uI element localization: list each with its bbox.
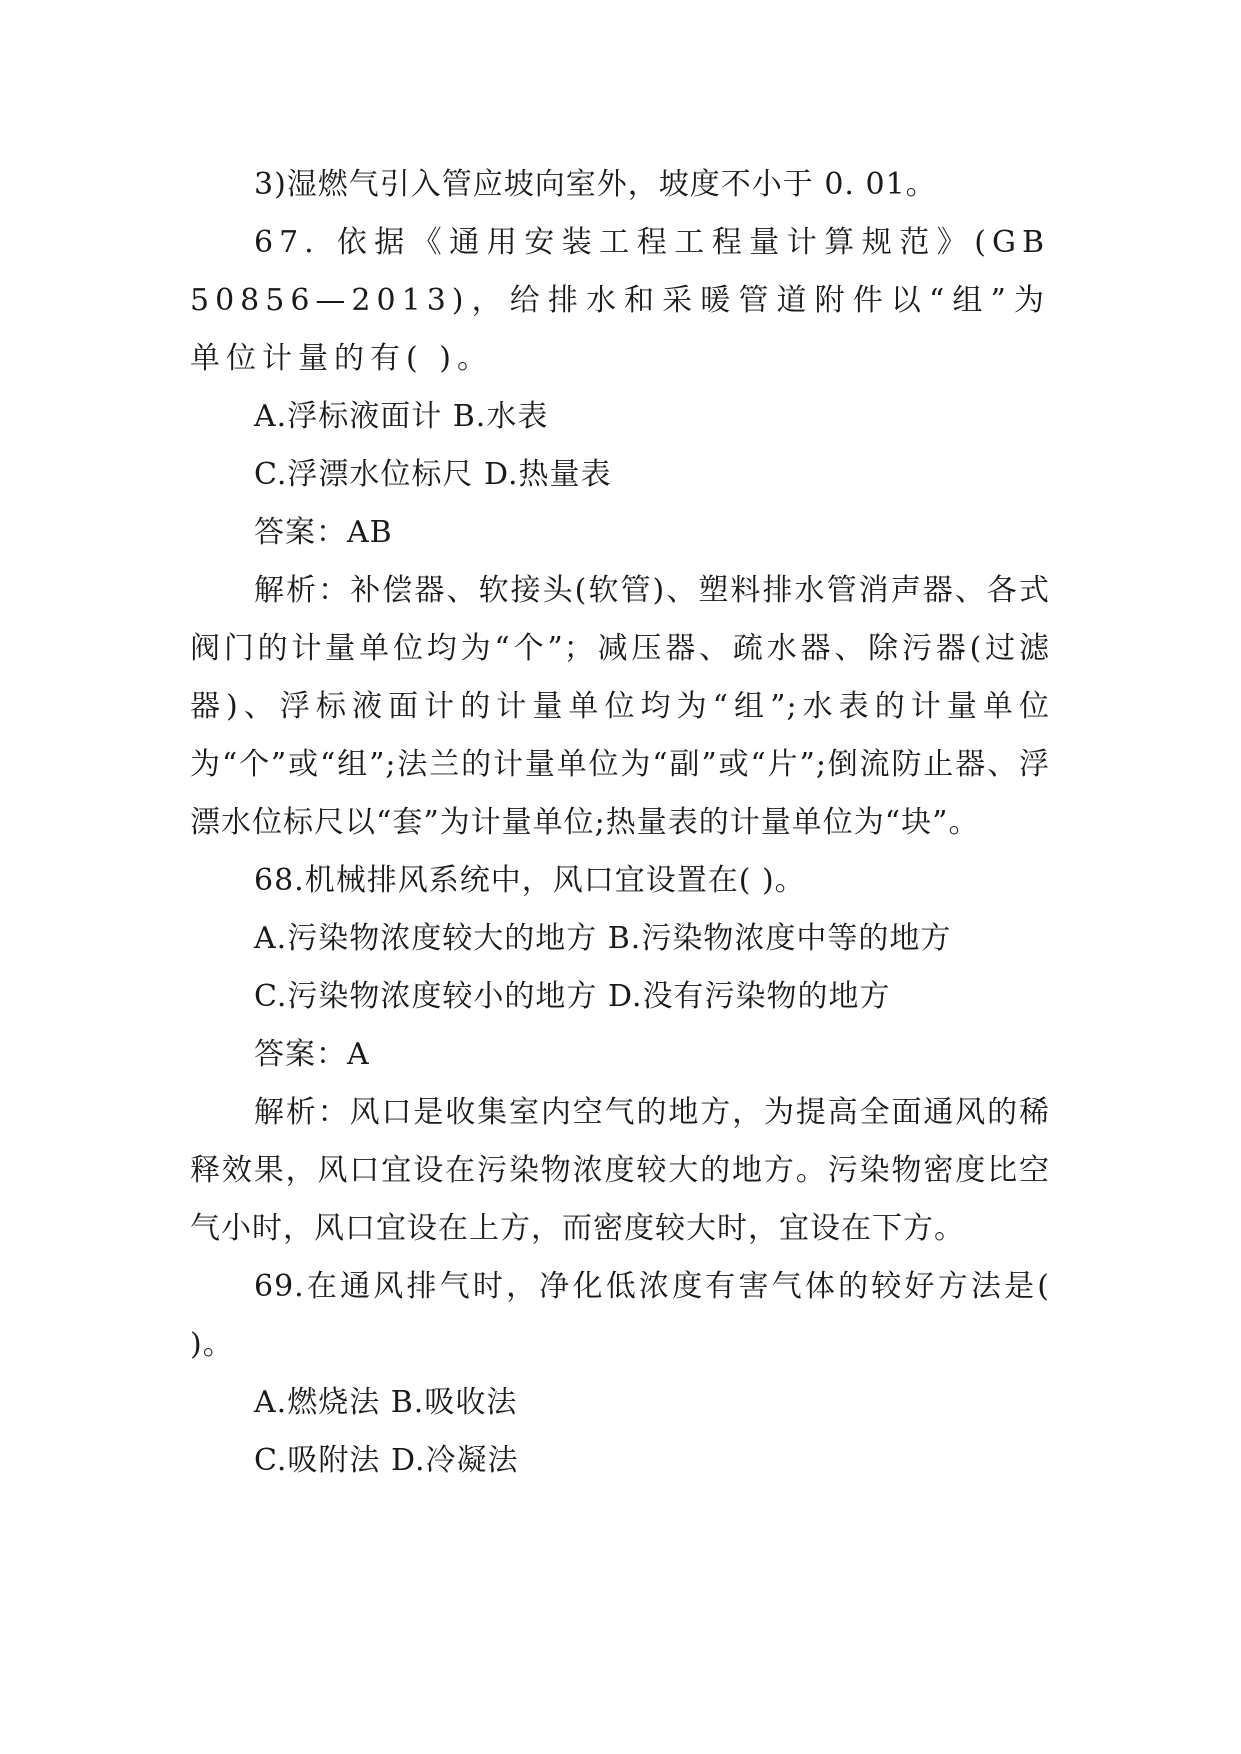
question-68-options-ab: A.污染物浓度较大的地方 B.污染物浓度中等的地方 <box>254 921 952 956</box>
question-67-options-ab: A.浮标液面计 B.水表 <box>254 399 549 434</box>
question-69-options-ab: A.燃烧法 B.吸收法 <box>254 1385 518 1420</box>
document-body <box>190 156 1050 1490</box>
question-69-options-cd: C.吸附法 D.冷凝法 <box>254 1443 519 1478</box>
question-67-answer: 答案：AB <box>254 515 393 550</box>
question-68-options-cd: C.污染物浓度较小的地方 D.没有污染物的地方 <box>254 979 891 1014</box>
question-68-answer: 答案：A <box>254 1037 370 1072</box>
paragraph-gas-slope: 3)湿燃气引入管应坡向室外，坡度不小于 0. 01。 <box>254 167 937 202</box>
question-68-explanation: 解析：风口是收集室内空气的地方，为提高全面通风的稀释效果，风口宜设在污染物浓度较大的地方。污染物密度比空气小时，风口宜设在上方，而密度较大时，宜设在下方。 <box>190 1095 1050 1246</box>
question-68: 68.机械排风系统中，风口宜设置在( )。 <box>254 863 806 898</box>
question-67-explanation: 解析：补偿器、软接头(软管)、塑料排水管消声器、各式阀门的计量单位均为“个”；减压器、疏水器、除污器(过滤器)、浮标液面计的计量单位均为“组”;水表的计量单位为“个”或“组”;法兰的计量单位为“副”或“片”;倒流防止器、浮漂水位标尺以“套”为计量单位;热量表的计量单位为“块”。 <box>190 573 1050 840</box>
question-67-options-cd: C.浮漂水位标尺 D.热量表 <box>254 457 612 492</box>
question-69: 69.在通风排气时，净化低浓度有害气体的较好方法是( )。 <box>190 1269 1050 1362</box>
question-67: 67. 依据《通用安装工程工程量计算规范》(GB 50856—2013)，给排水和采暖管道附件以“组”为单位计量的有( )。 <box>190 225 1050 376</box>
